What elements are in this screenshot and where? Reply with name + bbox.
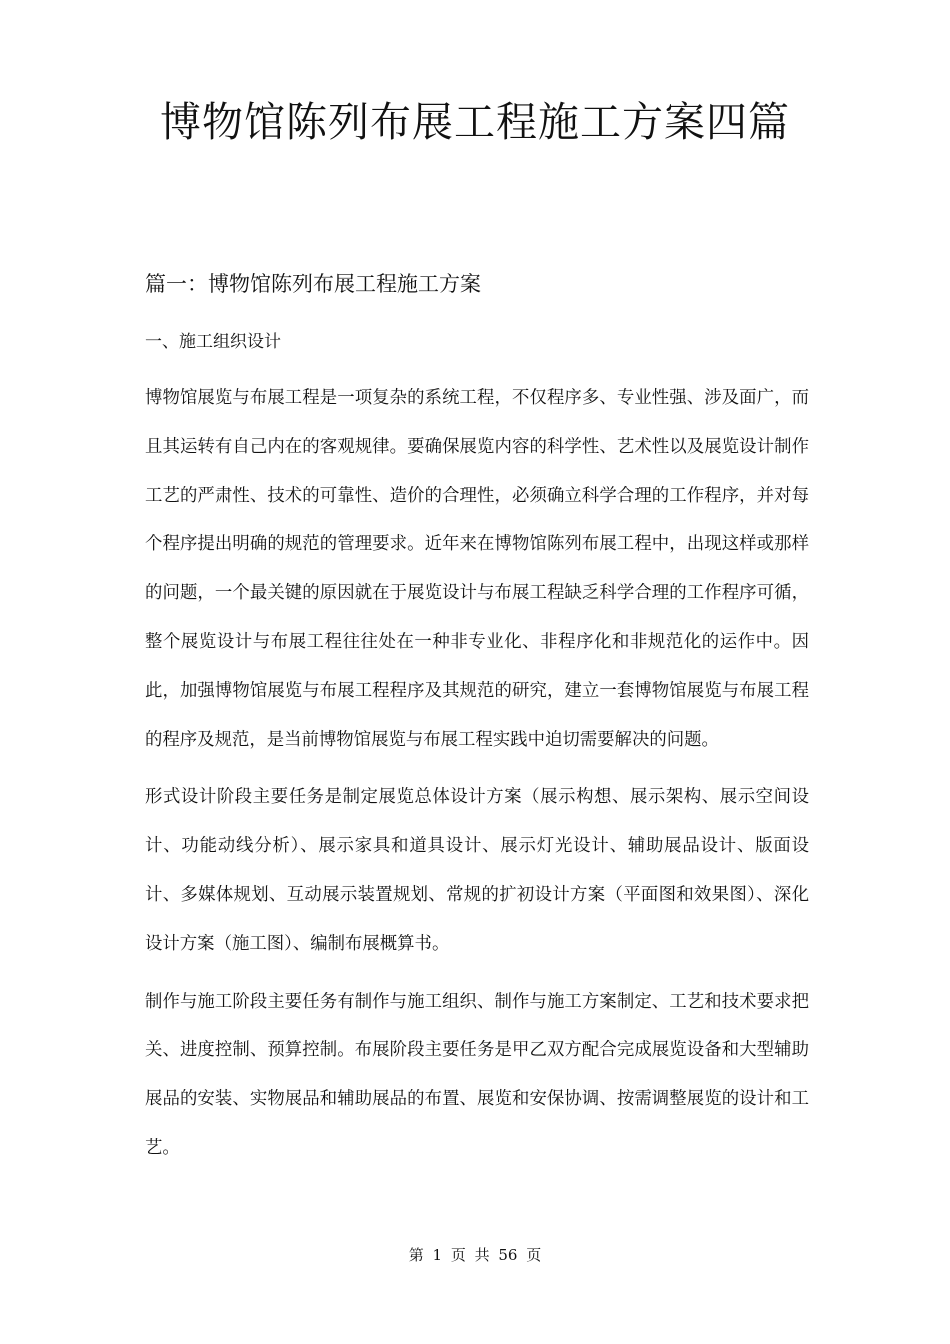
section-heading: 篇一：博物馆陈列布展工程施工方案 (145, 272, 481, 296)
document-title: 博物馆陈列布展工程施工方案四篇 (160, 98, 790, 146)
body-text (145, 374, 809, 1173)
page-footer: 第 1 页 共 56 页 (408, 1246, 542, 1264)
paragraph-2: 形式设计阶段主要任务是制定展览总体设计方案（展示构想、展示架构、展示空间设计、功能动线分析）、展示家具和道具设计、展示灯光设计、辅助展品设计、版面设计、多媒体规划、互动展示装置规划、常规的扩初设计方案（平面图和效果图）、深化设计方案（施工图）、编制布展概算书。 (145, 787, 809, 954)
subheading: 一、施工组织设计 (145, 332, 281, 352)
paragraph-1: 博物馆展览与布展工程是一项复杂的系统工程，不仅程序多、专业性强、涉及面广，而且其运转有自己内在的客观规律。要确保展览内容的科学性、艺术性以及展览设计制作工艺的严肃性、技术的可靠性、造价的合理性，必须确立科学合理的工作程序，并对每个程序提出明确的规范的管理要求。近年来在博物馆陈列布展工程中，出现这样或那样的问题，一个最关键的原因就在于展览设计与布展工程缺乏科学合理的工作程序可循，整个展览设计与布展工程往往处在一种非专业化、非程序化和非规范化的运作中。因此，加强博物馆展览与布展工程程序及其规范的研究，建立一套博物馆展览与布展工程的程序及规范，是当前博物馆展览与布展工程实践中迫切需要解决的问题。 (145, 388, 809, 750)
paragraph-3: 制作与施工阶段主要任务有制作与施工组织、制作与施工方案制定、工艺和技术要求把关、进度控制、预算控制。布展阶段主要任务是甲乙双方配合完成展览设备和大型辅助展品的安装、实物展品和辅助展品的布置、展览和安保协调、按需调整展览的设计和工艺。 (145, 991, 809, 1158)
